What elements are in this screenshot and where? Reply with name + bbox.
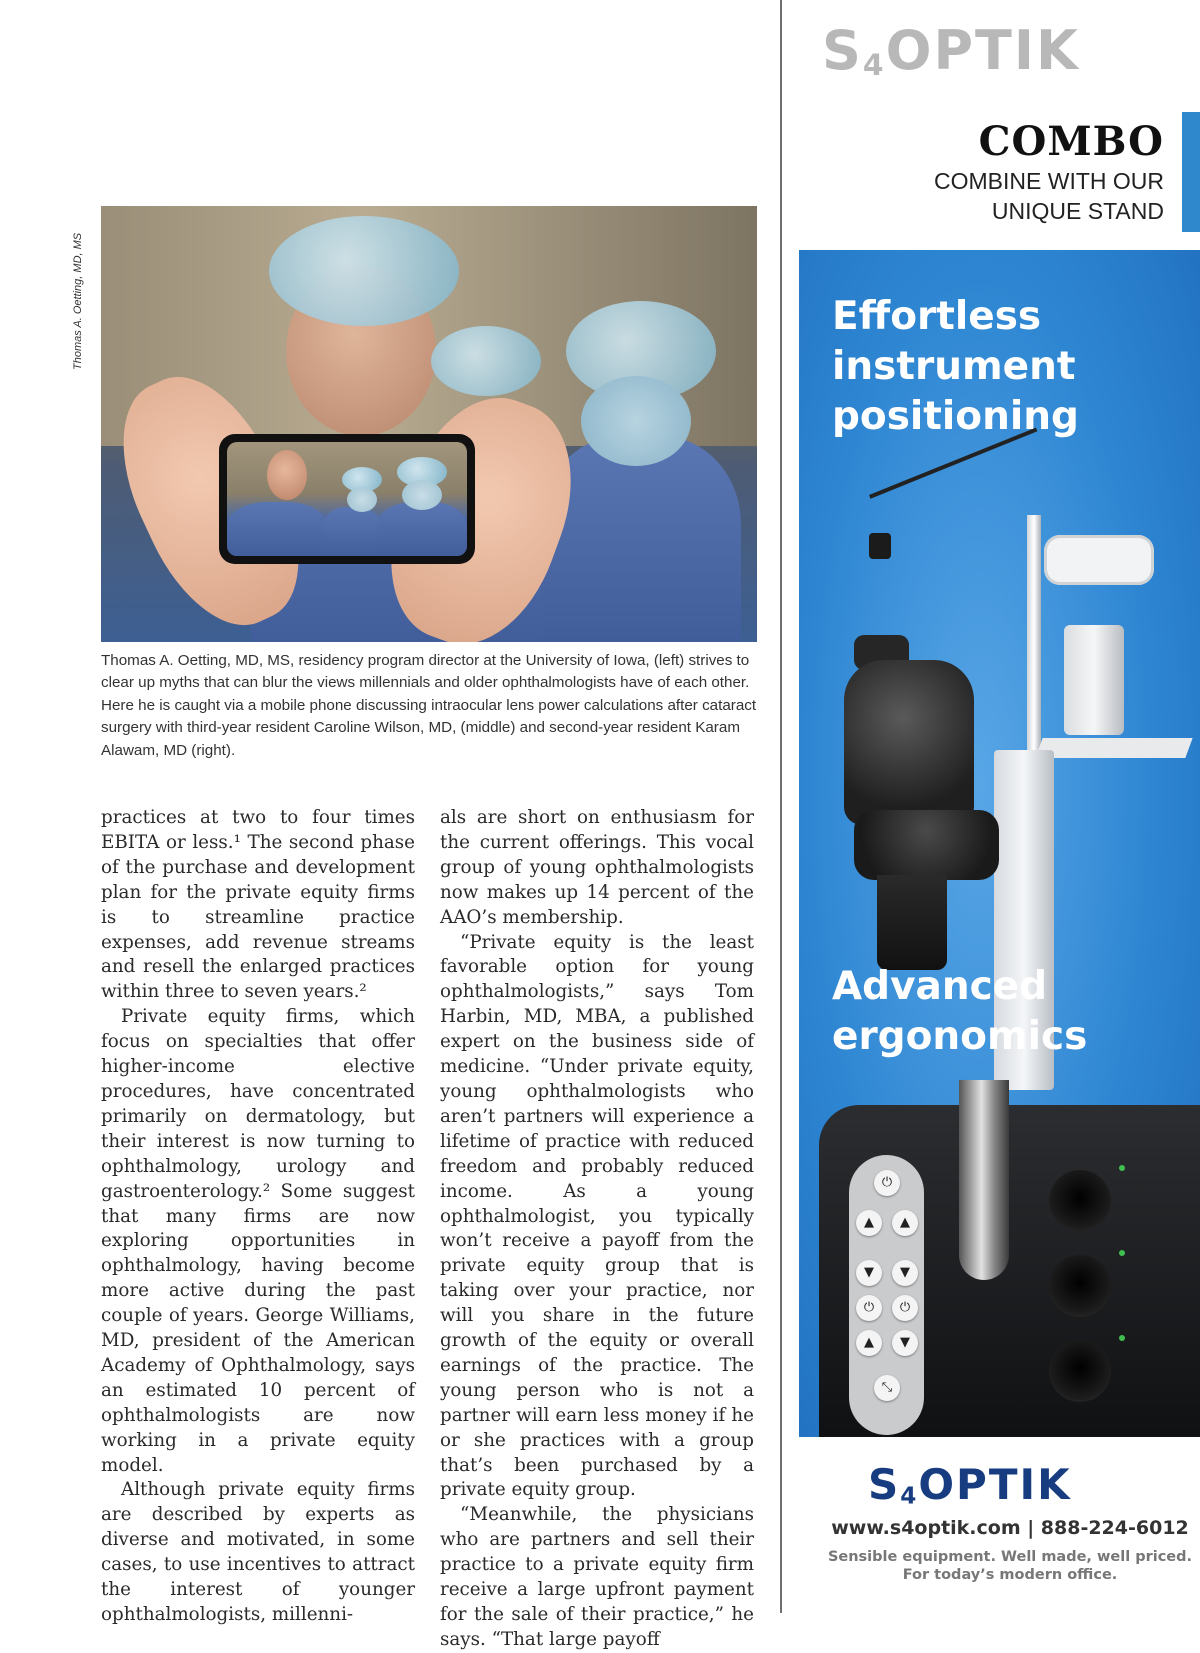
power-icon: ⏻	[892, 1295, 918, 1321]
status-led	[1119, 1250, 1125, 1256]
accent-bar	[1182, 112, 1200, 232]
article-column-left	[101, 806, 415, 1628]
tagline-line: Sensible equipment. Well made, well priced.	[827, 1549, 1193, 1565]
tagline-line: For today’s modern office.	[902, 1567, 1118, 1583]
chair-back	[844, 660, 974, 825]
article-paragraph: als are short on enthusiasm for the current offerings. This vocal group of young ophthalmologists now makes up 14 percent of the AAO’s membership.	[440, 807, 754, 928]
ad-panel	[799, 250, 1200, 1437]
power-icon: ⏻	[856, 1295, 882, 1321]
article-paragraph: “Meanwhile, the physicians who are partners and sell their practice to a private equity firm receive a large upfront payment for the sale of their practice,” he says. “That large payoff	[440, 1504, 754, 1650]
console-pole	[959, 1080, 1009, 1280]
headline-line: instrument	[832, 344, 1076, 389]
article-photo	[101, 206, 757, 642]
screen-scrubs-right	[377, 502, 467, 556]
photo-phone-screen	[227, 442, 467, 556]
ad-headline-positioning	[832, 292, 1079, 442]
photo-person-middle-cap	[431, 326, 541, 396]
combo-title: COMBO	[978, 118, 1164, 165]
status-led	[1119, 1335, 1125, 1341]
down-arrow-icon: ▼	[892, 1330, 918, 1356]
screen-face-left	[267, 450, 307, 500]
screen-scrubs-left	[227, 502, 327, 556]
power-icon: ⏻	[874, 1170, 900, 1196]
recline-icon: ⤡	[874, 1375, 900, 1401]
article-paragraph: Although private equity firms are described by experts as diverse and motivated, in some cases, to use incentives to attract the interest of younger ophthalmologists, millenni-	[101, 1479, 415, 1625]
screen-scrubs-middle	[322, 507, 382, 556]
photo-person-right-scrubs	[541, 436, 741, 642]
console-socket	[1049, 1340, 1111, 1402]
article-paragraph: practices at two to four times EBITA or less.¹ The second phase of the purchase and development plan for the private equity firms is to streamline practice expenses, add revenue streams and resell the enlarged practices within three to seven years.²	[101, 807, 415, 1003]
chair-seat	[854, 810, 999, 880]
headline-line: ergonomics	[832, 1014, 1088, 1059]
stand-lamp	[869, 533, 891, 559]
ad-tagline	[820, 1548, 1200, 1584]
screen-mask-middle	[347, 487, 377, 512]
status-led	[1119, 1165, 1125, 1171]
console-socket	[1049, 1170, 1111, 1232]
logo-letter: S	[822, 19, 863, 82]
ad-contact: www.s4optik.com | 888-224-6012	[831, 1517, 1189, 1539]
headline-line: positioning	[832, 394, 1079, 439]
logo-letter: S	[868, 1460, 901, 1509]
logo-subscript: 4	[862, 47, 886, 83]
headline-line: Effortless	[832, 294, 1042, 339]
console-socket	[1049, 1255, 1111, 1317]
screen-mask-right	[402, 480, 442, 510]
chair-leg	[877, 875, 947, 970]
combo-subtitle-line: COMBINE WITH OUR	[934, 168, 1164, 194]
photo-credit: Thomas A. Oetting, MD, MS	[72, 232, 84, 370]
combo-subtitle	[934, 166, 1164, 226]
article-paragraph: Private equity firms, which focus on specialties that offer higher-income elective procedures, have concentrated primarily on dermatology, but their interest is now turning to ophthalmology, urology and gastroenterology.² Some suggest that many firms are now exploring opportunities in ophthalmology, having become more active during the past couple of years. George Williams, MD, president of the American Academy of Ophthalmology, says an estimated 10 percent of ophthalmologists are now working in a private equity model.	[101, 1006, 415, 1476]
down-arrow-icon: ▼	[892, 1260, 918, 1286]
up-arrow-icon: ▲	[856, 1210, 882, 1236]
s4optik-logo-bottom	[868, 1460, 1168, 1510]
combo-subtitle-line: UNIQUE STAND	[991, 198, 1164, 224]
page-divider	[780, 0, 782, 1613]
s4optik-logo-top	[822, 20, 1182, 82]
slit-lamp	[1064, 625, 1124, 735]
photo-caption: Thomas A. Oetting, MD, MS, residency program director at the University of Iowa, (left) strives to clear up myths that can blur the views millennials and older ophthalmologists have of each other. Here he is caught via a mobile phone discussing intraocular lens power calculations after cataract surgery with third-year resident Caroline Wilson, MD, (middle) and second-year resident Karam Alawam, MD (right).	[101, 652, 757, 759]
logo-word: OPTIK	[885, 19, 1080, 82]
photo-person-right-mask	[581, 376, 691, 466]
logo-word: OPTIK	[918, 1460, 1072, 1509]
article-column-right	[440, 806, 754, 1653]
instrument-table	[1035, 738, 1192, 758]
down-arrow-icon: ▼	[856, 1260, 882, 1286]
article-paragraph: “Private equity is the least favorable option for young ophthalmologists,” says Tom Harbin, MD, MBA, a published expert on the business side of medicine. “Under private equity, young ophthalmologists who aren’t partners will experience a lifetime of practice with reduced freedom and probably reduced income. As a young ophthalmologist, you typically won’t receive a payoff from the private equity group that is taking over your practice, nor will you share in the future growth of the equity or overall earnings of the practice. The young person who is not a partner will earn less money if he or she practices with a group that’s been purchased by a private equity group.	[440, 931, 754, 1501]
up-arrow-icon: ▲	[856, 1330, 882, 1356]
ad-headline-ergonomics	[832, 962, 1087, 1062]
photo-person-left-cap	[269, 216, 459, 326]
up-arrow-icon: ▲	[892, 1210, 918, 1236]
logo-subscript: 4	[900, 1483, 919, 1510]
phoropter	[1044, 535, 1154, 585]
headline-line: Advanced	[832, 964, 1048, 1009]
